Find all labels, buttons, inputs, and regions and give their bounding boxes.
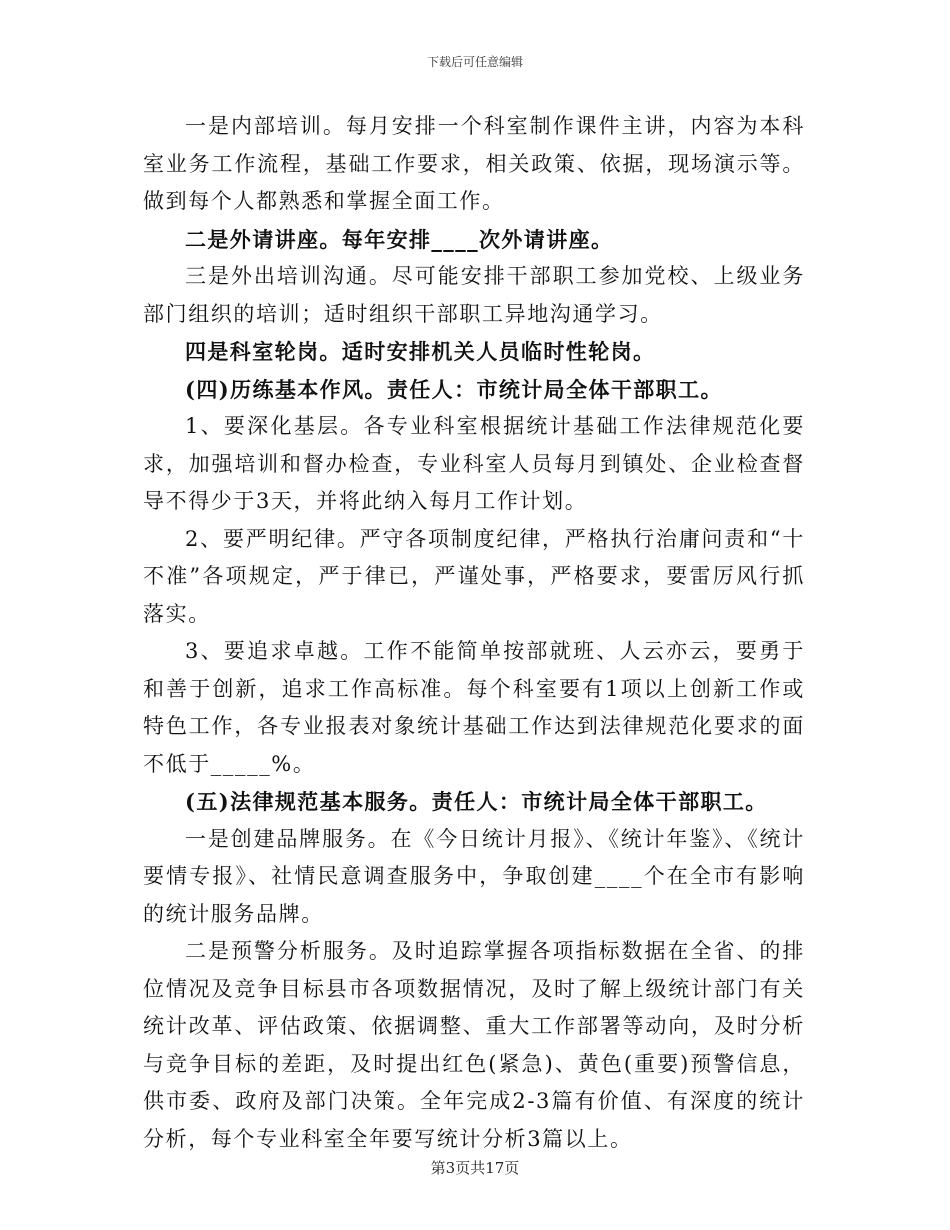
paragraph-brand-service: 一是创建品牌服务。在《今日统计月报》、《统计年鉴》、《统计要情专报》、社情民意调查服务中，争取创建____个在全市有影响的统计服务品牌。: [143, 826, 805, 926]
paragraph-job-rotation: 四是科室轮岗。适时安排机关人员临时性轮岗。: [185, 339, 656, 364]
paragraph-external-training: 三是外出培训沟通。尽可能安排干部职工参加党校、上级业务部门组织的培训；适时组织干部职工异地沟通学习。: [143, 264, 805, 326]
paragraph-internal-training: 一是内部培训。每月安排一个科室制作课件主讲，内容为本科室业务工作流程，基础工作要求，相关政策、依据，现场演示等。做到每个人都熟悉和掌握全面工作。: [143, 114, 805, 213]
page-footer: 第3页共17页: [430, 1159, 520, 1177]
document-body: [143, 108, 805, 1158]
paragraph-discipline: 2、要严明纪律。严守各项制度纪律，严格执行治庸问责和“十不准”各项规定，严于律已，严谨处事，严格要求，要雷厉风行抓落实。: [143, 526, 805, 626]
paragraph-external-lectures: 二是外请讲座。每年安排____次外请讲座。: [185, 226, 614, 252]
page-header: 下载后可任意编辑: [426, 55, 523, 69]
section-heading-4: (四)历练基本作风。责任人：市统计局全体干部职工。: [185, 376, 723, 402]
paragraph-excellence: 3、要追求卓越。工作不能简单按部就班、人云亦云，要勇于和善于创新，追求工作高标准。每个科室要有1项以上创新工作或特色工作，各专业报表对象统计基础工作达到法律规范化要求的面不低于_____%。: [143, 639, 805, 776]
paragraph-warning-analysis: 二是预警分析服务。及时追踪掌握各项指标数据在全省、的排位情况及竞争目标县市各项数据情况，及时了解上级统计部门有关统计改革、评估政策、依据调整、重大工作部署等动向，及时分析与竞争目标的差距，及时提出红色(紧急)、黄色(重要)预警信息，供市委、政府及部门决策。全年完成2-3篇有价值、有深度的统计分析，每个专业科室全年要写统计分析3篇以上。: [143, 939, 805, 1151]
section-heading-5: (五)法律规范基本服务。责任人：市统计局全体干部职工。: [185, 789, 768, 814]
paragraph-grassroots: 1、要深化基层。各专业科室根据统计基础工作法律规范化要求，加强培训和督办检查，专业科室人员每月到镇处、企业检查督导不得少于3天，并将此纳入每月工作计划。: [143, 414, 805, 513]
